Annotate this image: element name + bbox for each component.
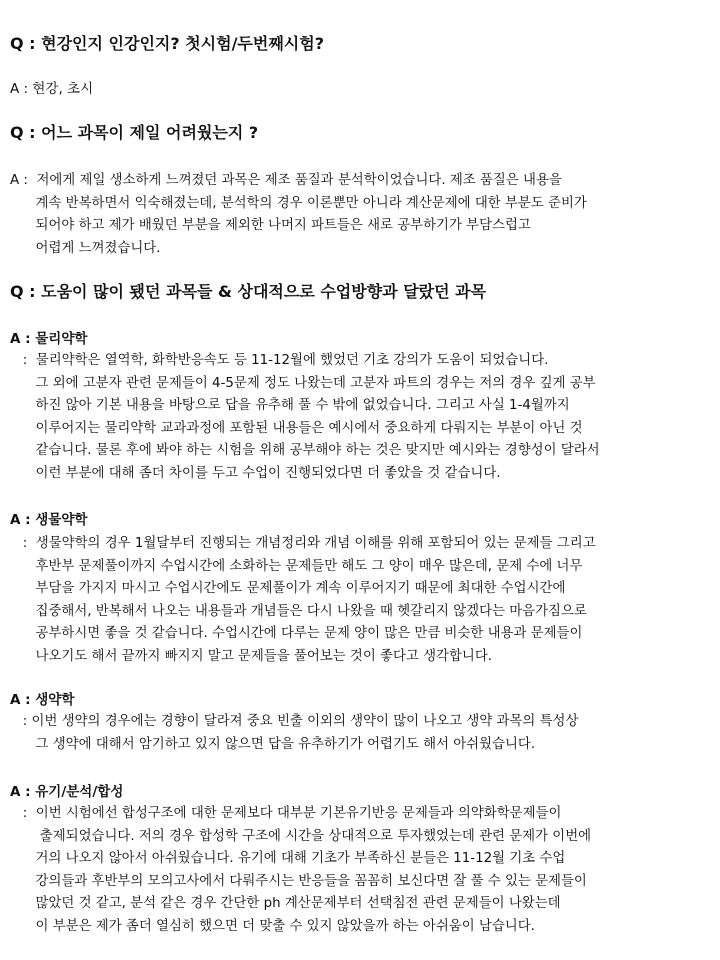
- question-1: Q : 현강인지 인강인지? 첫시험/두번째시험?: [10, 34, 324, 53]
- subject-line: 강의들과 후반부의 모의고사에서 다뤄주시는 반응들을 꼼꼼히 보신다면 잘 풀 수 있는 문제들이: [10, 873, 587, 889]
- answer-2-line: A : 저에게 제일 생소하게 느껴졌던 과목은 제조 품질과 분석학이었습니다. 제조 품질은 내용을: [10, 173, 562, 188]
- subject-line: 공부하시면 좋을 것 같습니다. 수업시간에 다루는 문제 양이 많은 만큼 비슷한 내용과 문제들이: [10, 626, 583, 641]
- question-3: Q : 도움이 많이 됐던 과목들 & 상대적으로 수업방향과 달랐던 과목: [10, 282, 487, 301]
- answer-2-line: 되어야 하고 제가 배웠던 부분을 제외한 나머지 파트들은 새로 공부하기가 부담스럽고: [10, 218, 531, 233]
- subject-title-pharmacognosy: A : 생약학: [10, 692, 75, 708]
- answer-2-line: 계속 반복하면서 익숙해졌는데, 분석학의 경우 이론뿐만 아니라 계산문제에 대한 부분도 준비가: [10, 195, 587, 211]
- subject-line: 거의 나오지 않아서 아쉬웠습니다. 유기에 대해 기초가 부족하신 분들은 11-12월 기초 수업: [10, 851, 566, 866]
- subject-body-biopharmacy: [10, 533, 715, 668]
- subject-line: 하진 않아 기본 내용을 바탕으로 답을 유추해 풀 수 밖에 없었습니다. 그리고 사실 1-4월까지: [10, 398, 570, 413]
- subject-line: 나오기도 해서 끝까지 빠지지 말고 문제들을 풀어보는 것이 좋다고 생각합니다.: [10, 648, 493, 664]
- subject-body-organic-analysis-synthesis: [10, 803, 715, 938]
- subject-line: : 물리약학은 열역학, 화학반응속도 등 11-12월에 했었던 기초 강의가 도움이 되었습니다.: [10, 353, 549, 368]
- subject-body-pharmacognosy: [10, 711, 715, 756]
- answer-1: A : 현강, 초시: [10, 81, 94, 97]
- subject-line: : 이번 생약의 경우에는 경향이 달라져 중요 빈출 이외의 생약이 많이 나오고 생약 과목의 특성상: [10, 714, 579, 729]
- subject-title-organic-analysis-synthesis: A : 유기/분석/합성: [10, 784, 124, 800]
- subject-line: 집중해서, 반복해서 나오는 내용들과 개념들은 다시 나왔을 때 헷갈리지 않겠다는 마음가짐으로: [10, 603, 587, 619]
- subject-line: 같습니다. 물론 후에 봐야 하는 시험을 위해 공부해야 하는 것은 맞지만 예시와는 경향성이 달라서: [10, 443, 600, 458]
- subject-line: : 이번 시험에선 합성구조에 대한 문제보다 대부분 기본유기반응 문제들과 의약화학문제들이: [10, 806, 562, 821]
- subject-title-physical-pharmacy: A : 물리약학: [10, 331, 88, 347]
- subject-line: 이루어지는 물리약학 교과과정에 포함된 내용들은 예시에서 중요하게 다뤄지는 부분이 아닌 것: [10, 420, 583, 436]
- subject-body-physical-pharmacy: [10, 350, 715, 485]
- subject-line: 이 부분은 제가 좀더 열심히 했으면 더 맞출 수 있지 않았을까 하는 아쉬움이 남습니다.: [10, 918, 535, 934]
- answer-2-line: 어렵게 느껴졌습니다.: [10, 240, 161, 256]
- subject-line: 그 외에 고분자 관련 문제들이 4-5문제 정도 나왔는데 고분자 파트의 경우는 저의 경우 깊게 공부: [10, 375, 596, 391]
- subject-title-biopharmacy: A : 생물약학: [10, 512, 88, 528]
- question-2: Q : 어느 과목이 제일 어려웠는지 ?: [10, 123, 259, 142]
- subject-line: 이런 부분에 대해 좀더 차이를 두고 수업이 진행되었다면 더 좋았을 것 같습니다.: [10, 465, 501, 481]
- subject-line: 많았던 것 같고, 분석 같은 경우 간단한 ph 계산문제부터 선택침전 관련 문제들이 나왔는데: [10, 896, 561, 911]
- subject-line: 후반부 문제풀이까지 수업시간에 소화하는 문제들만 해도 그 양이 매우 많은데, 문제 수에 너무: [10, 558, 583, 574]
- subject-line: 출제되었습니다. 저의 경우 합성학 구조에 시간을 상대적으로 투자했었는데 관련 문제가 이번에: [10, 828, 592, 844]
- subject-line: 그 생약에 대해서 암기하고 있지 않으면 답을 유추하기가 어렵기도 해서 아쉬웠습니다.: [10, 736, 536, 752]
- answer-2: [10, 170, 715, 260]
- subject-line: : 생물약학의 경우 1월달부터 진행되는 개념정리와 개념 이해를 위해 포함되어 있는 문제들 그리고: [10, 536, 596, 551]
- subject-line: 부담을 가지지 마시고 수업시간에도 문제풀이가 계속 이루어지기 때문에 최대한 수업시간에: [10, 581, 566, 596]
